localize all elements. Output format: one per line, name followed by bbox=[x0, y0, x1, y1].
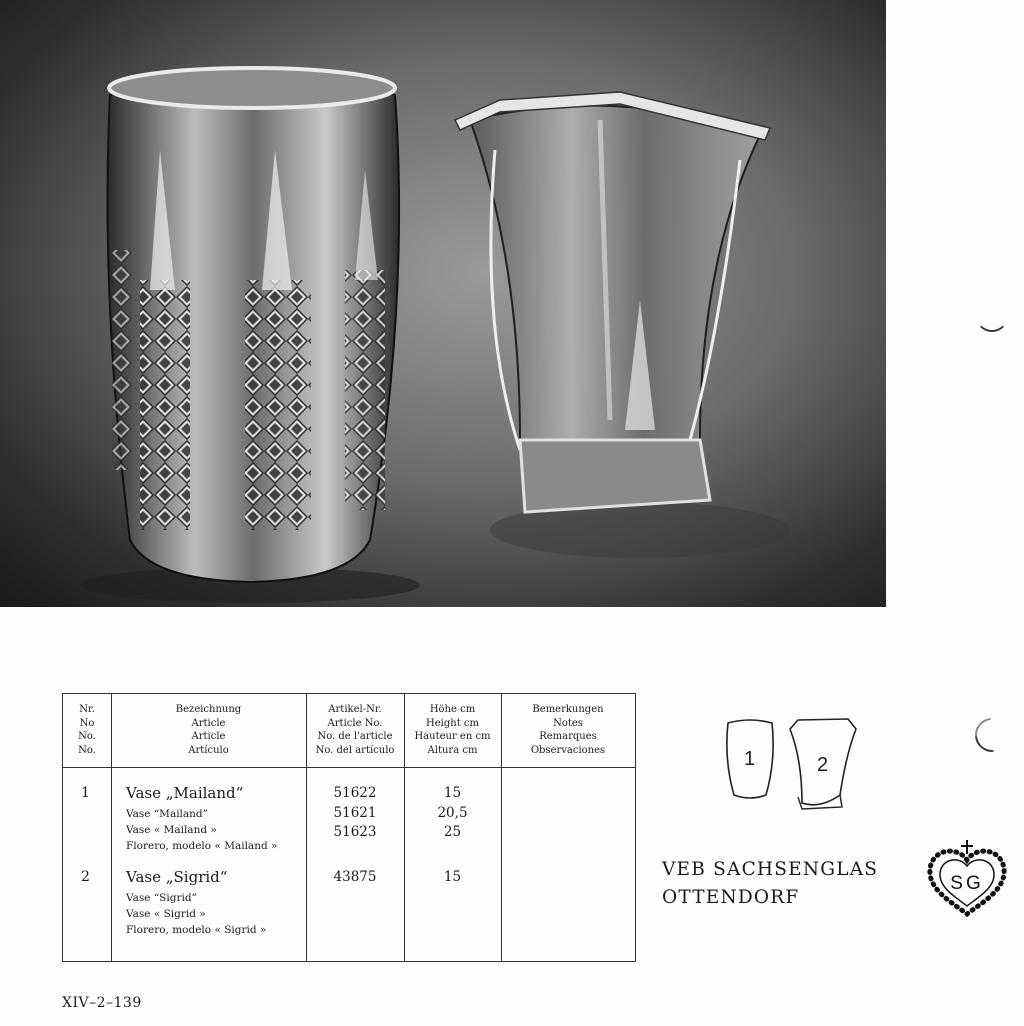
row-2-translation-fr: Vase « Sigrid » bbox=[126, 908, 206, 920]
row-1-article-no-2: 51621 bbox=[333, 805, 377, 821]
company-line-1: VEB SACHSENGLAS bbox=[662, 859, 879, 880]
sketch-label-1: 1 bbox=[744, 748, 756, 770]
company-name bbox=[662, 856, 878, 912]
product-table bbox=[62, 693, 636, 962]
header-article-no: Artikel-Nr. Article No. No. de l'article No. del artículo bbox=[315, 704, 395, 756]
row-1-translation-es: Florero, modelo « Mailand » bbox=[126, 840, 278, 852]
row-1-height-3: 25 bbox=[443, 824, 462, 840]
sketch-label-2: 2 bbox=[817, 754, 829, 776]
page-code: XIV–2–139 bbox=[62, 995, 142, 1011]
header-notes: Bemerkungen Notes Remarques Observaciones bbox=[530, 704, 606, 756]
row-1-article-no-1: 51622 bbox=[333, 785, 377, 801]
row-1-translation-fr: Vase « Mailand » bbox=[126, 824, 217, 836]
header-divider bbox=[63, 767, 635, 768]
vase-mailand bbox=[108, 68, 400, 582]
row-1-height-1: 15 bbox=[443, 785, 462, 801]
row-2-article-no-1: 43875 bbox=[333, 869, 377, 885]
row-2-nr: 2 bbox=[81, 869, 90, 885]
header-height: Höhe cm Height cm Hauteur en cm Altura cm bbox=[414, 704, 491, 756]
row-2-height-1: 15 bbox=[443, 869, 462, 885]
punch-hole-upper bbox=[975, 298, 1009, 332]
vase-shape-sketch bbox=[720, 715, 870, 815]
punch-hole-lower bbox=[968, 711, 1016, 759]
sg-letters: SG bbox=[950, 873, 984, 894]
row-1-name: Vase „Mailand“ bbox=[126, 784, 244, 802]
header-name: Bezeichnung Article Article Artículo bbox=[175, 704, 242, 756]
vase-sigrid bbox=[455, 92, 770, 512]
row-1-translation-en: Vase “Mailand” bbox=[126, 808, 209, 820]
row-1-height-2: 20,5 bbox=[437, 805, 468, 821]
row-1-article-no-3: 51623 bbox=[333, 824, 377, 840]
row-2-translation-en: Vase “Sigrid” bbox=[126, 892, 197, 904]
row-2-translation-es: Florero, modelo « Sigrid » bbox=[126, 924, 267, 936]
header-nr: Nr. No No. No. bbox=[78, 704, 96, 756]
sg-heart-logo bbox=[922, 836, 1012, 920]
company-line-2: OTTENDORF bbox=[662, 887, 800, 908]
row-2-name: Vase „Sigrid“ bbox=[126, 868, 228, 886]
row-1-nr: 1 bbox=[81, 785, 90, 801]
